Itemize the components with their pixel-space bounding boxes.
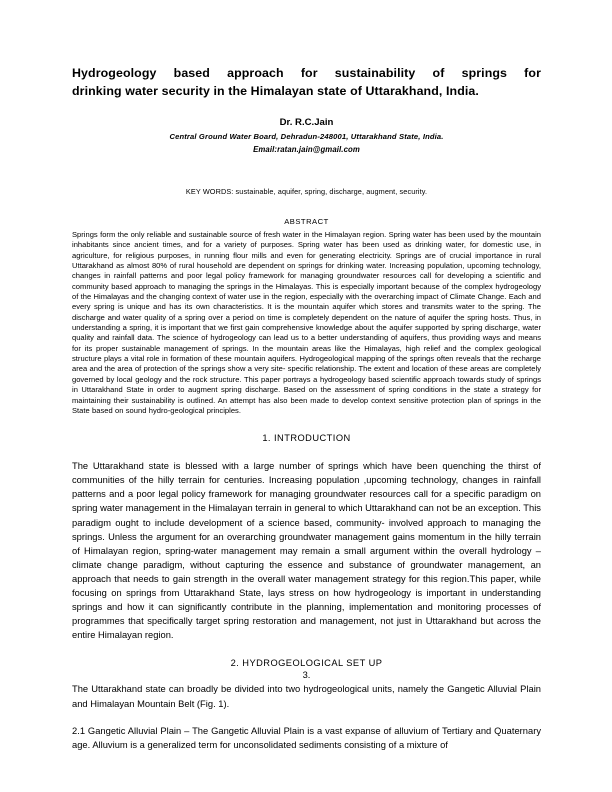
abstract-body: Springs form the only reliable and sustainable source of fresh water in the Himalayan region. Spring water has been used by the mountain inhabitants since ancient times, and for a variety of purposes. Spring water has been used as drinking water, for domestic use, in agriculture, for religious purposes, in running flour mills and even for generating electricity. Springs are of crucial importance in rural Uttarakhand as almost 80% of rural household are dependent on springs for drinking water. Increasing population, upcoming technology, changes in rainfall patterns and poor legal policy framework for managing groundwater resources call for developing a scientific and community based approach to managing the springs in the Himalayas. This is especially important because of the complex hydrogeology of the Himalayas and the changing context of water use in the region, especially with the overarching impact of Climate Change. Each and every spring is unique and has its own characteristics. It is the mountain aquifer which stores and transmits water to the spring. The discharge and water quality of a spring over a period on time is completely dependent on the nature of aquifer the spring hosts. Thus, in understanding a spring, it is important that we first gain comprehensive knowledge about the aquifer supported by spring discharge, water quality and rainfall data. The science of hydrogeology can lead us to a better understanding of aquifers, thus providing ways and means for its proper sustainable management of springs. In the mountain areas like the Himalayas, high relief and the complex geological structure plays a vital role in formation of these mountain aquifers. Hydrogeological mapping of the springs often reveals that the recharge area and the area of protection of the springs show a very site- specific relationship. The extent and location of these areas are completely governed by local geology and the rock structure. This paper portrays a hydrogeology based scientific approach towards study of springs in Uttarakhand State in order to augment spring discharge. Based on the assessment of spring conditions in the state a strategy for maintaining their sustainability is outlined. An attempt has also been made to develop context sensitive protection plan of springs in the State based on sound hydro-geological principles.: [72, 230, 541, 415]
keywords-line: KEY WORDS: sustainable, aquifer, spring, discharge, augment, security.: [185, 187, 428, 196]
section-heading-introduction: 1. INTRODUCTION: [262, 433, 351, 444]
document-content-column: [72, 0, 541, 752]
subsection-gangetic-alluvial-plain-paragraph: 2.1 Gangetic Alluvial Plain – The Gangetic Alluvial Plain is a vast expanse of alluvium of Tertiary and Quaternary age. Alluvium is a generalized term for unconsolidated sediments consisting of a mixture of: [72, 725, 541, 750]
page-title-line-2: drinking water security in the Himalayan state of Uttarakhand, India.: [72, 84, 479, 98]
stray-section-number: 3.: [302, 670, 311, 681]
section-introduction-paragraph: The Uttarakhand state is blessed with a large number of springs which have been quenching the thirst of communities of the hilly terrain for centuries. Increasing population ,upcoming technology, changes in rainfall patterns and a poor legal policy framework for managing groundwater resources call for a specific paradigm on spring water management in the Himalayan terrain in general to which Uttarakhand can not be an exception. This paradigm ought to include development of a science based, community- involved approach to managing the springs. Unless the argument for an overarching groundwater management gains momentum in the hilly terrain of Himalayan region, spring-water management may remain a small argument within the overall hydrology – climate change paradigm, without capturing the essence and substance of groundwater management, an approach that needs to gain strength in the overall water management strategy for this region.This paper, while focusing on springs from Uttarakhand State, lays stress on how hydrogeology is important in understanding springs and how it can significantly contribute in the planning, implementation and monitoring processes of programmes that specifically target spring restoration and management, not just in Uttarakhand but across the entire Himalayan region.: [72, 461, 541, 641]
author-name: Dr. R.C.Jain: [279, 117, 334, 128]
abstract-heading: ABSTRACT: [284, 217, 329, 226]
section-hydrogeological-paragraph: The Uttarakhand state can broadly be divided into two hydrogeological units, namely the Gangetic Alluvial Plain and Himalayan Mountain Belt (Fig. 1).: [72, 684, 541, 709]
author-affiliation: Central Ground Water Board, Dehradun-248001, Uttarakhand State, India.: [169, 132, 444, 141]
page-title: [72, 64, 541, 100]
page-title-line-1: Hydrogeology based approach for sustainability of springs for: [72, 66, 541, 80]
section-heading-hydrogeological-set-up: 2. HYDROGEOLOGICAL SET UP: [230, 658, 383, 669]
author-email: Email:ratan.jain@gmail.com: [253, 145, 360, 154]
